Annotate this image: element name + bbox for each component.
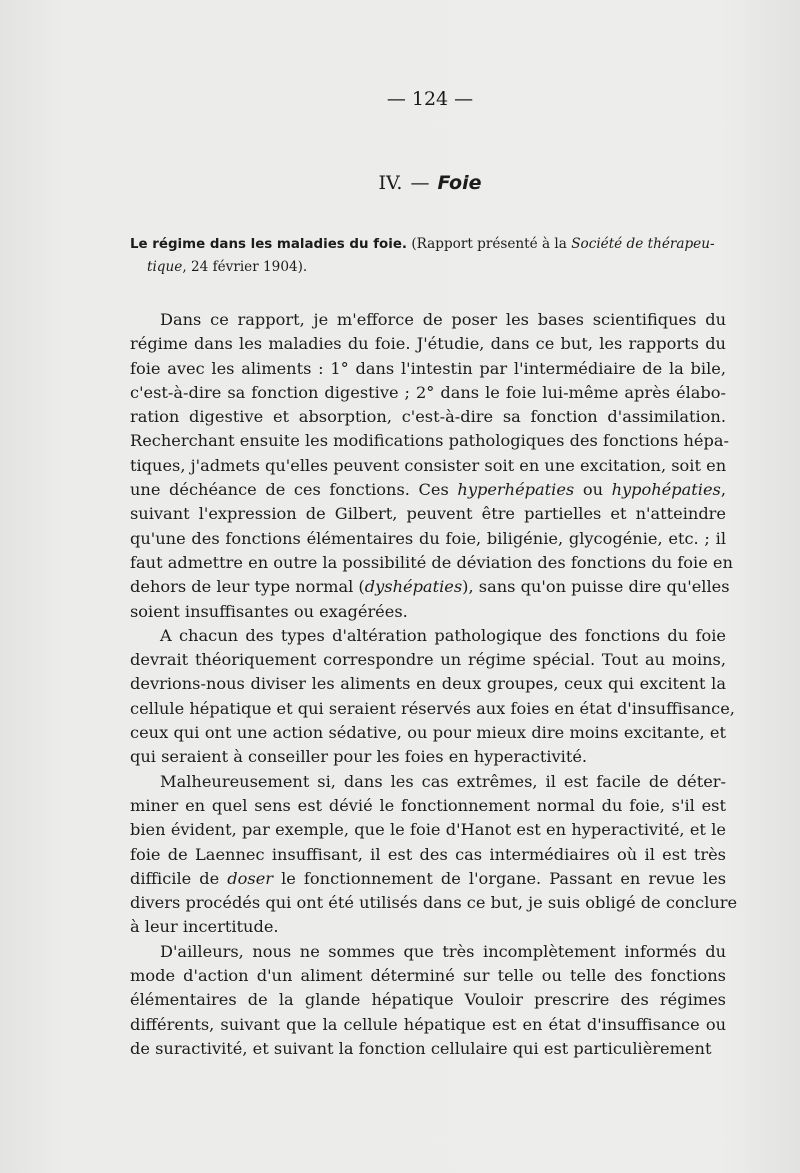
italic-term: doser: [227, 868, 274, 888]
chapter-roman: IV.: [378, 172, 403, 194]
heading-journal-1: Société de thérapeu-: [571, 236, 715, 252]
text-line: à leur incertitude.: [130, 917, 279, 937]
heading-title: Le régime dans les maladies du foie.: [130, 237, 407, 252]
text-line: différents, suivant que la cellule hépatique est en état d'insuffisance ou: [130, 1014, 726, 1034]
body-text: [130, 308, 738, 1061]
text-line: soient insuffisantes ou exagérées.: [130, 601, 408, 621]
text-line: divers procédés qui ont été utilisés dans ce but, je suis obligé de conclure: [130, 893, 738, 913]
text-line: difficile de doser le fonctionnement de l'organe. Passant en revue les: [130, 868, 727, 888]
italic-term: dyshépaties: [364, 577, 463, 597]
heading-rest: (Rapport présenté à la: [407, 236, 572, 252]
text-line: régime dans les maladies du foie. J'étudie, dans ce but, les rapports du: [130, 334, 726, 354]
text-line: devrait théoriquement correspondre un régime spécial. Tout au moins,: [130, 650, 726, 670]
text-line: ceux qui ont une action sédative, ou pour mieux dire moins excitante, et: [130, 723, 726, 743]
chapter-title: [0, 172, 800, 194]
text-line: de suractivité, et suivant la fonction cellulaire qui est particulièrement: [130, 1038, 712, 1058]
text-line: Malheureusement si, dans les cas extrêmes, il est facile de déter-: [160, 771, 726, 791]
chapter-name: Foie: [437, 172, 482, 194]
text-line: suivant l'expression de Gilbert, peuvent être partielles et n'atteindre: [130, 504, 726, 524]
text-line: une déchéance de ces fonctions. Ces hyperhépaties ou hypohépaties,: [130, 480, 726, 500]
text-line: miner en quel sens est dévié le fonctionnement normal du foie, s'il est: [130, 795, 726, 815]
text-line: A chacun des types d'altération pathologique des fonctions du foie: [160, 625, 726, 645]
text-line: ration digestive et absorption, c'est-à-dire sa fonction d'assimilation.: [130, 407, 726, 427]
text-line: Recherchant ensuite les modifications pathologiques des fonctions hépa-: [130, 431, 729, 451]
text-line: foie de Laennec insuffisant, il est des cas intermédiaires où il est très: [130, 844, 726, 864]
page-number: — 124 —: [386, 88, 474, 110]
chapter-dash: —: [410, 172, 430, 194]
heading-line-2: [130, 256, 726, 278]
paragraph: [130, 940, 726, 1061]
text-line: qu'une des fonctions élémentaires du foie, biligénie, glycogénie, etc. ; il: [130, 528, 726, 548]
italic-term: hypohépaties: [611, 480, 721, 500]
text-line: tiques, j'admets qu'elles peuvent consister soit en une excitation, soit en: [130, 455, 727, 475]
text-line: devrions-nous diviser les aliments en deux groupes, ceux qui excitent la: [130, 674, 726, 694]
heading-journal-2: tique: [147, 259, 183, 275]
text-line: c'est-à-dire sa fonction digestive ; 2° dans le foie lui-même après élabo-: [130, 382, 726, 402]
paragraph: [130, 624, 735, 770]
text-line: Dans ce rapport, je m'efforce de poser les bases scientifiques du: [160, 310, 726, 329]
text-line: mode d'action d'un aliment déterminé sur telle ou telle des fonctions: [130, 966, 726, 986]
text-line: bien évident, par exemple, que le foie d'Hanot est en hyperactivité, et le: [130, 820, 726, 840]
heading-line-1: [130, 233, 726, 256]
section-heading: [130, 233, 726, 278]
text-line: cellule hépatique et qui seraient réservés aux foies en état d'insuffisance,: [130, 698, 735, 718]
text-line: faut admettre en outre la possibilité de déviation des fonctions du foie en: [130, 552, 733, 572]
text-line: D'ailleurs, nous ne sommes que très incomplètement informés du: [160, 941, 726, 961]
text-line: qui seraient à conseiller pour les foies en hyperactivité.: [130, 747, 588, 767]
italic-term: hyperhépaties: [457, 480, 575, 500]
paragraph: [130, 770, 738, 940]
text-line: élémentaires de la glande hépatique Vouloir prescrire des régimes: [130, 990, 726, 1010]
heading-date: , 24 février 1904).: [182, 259, 308, 275]
text-line: foie avec les aliments : 1° dans l'intestin par l'intermédiaire de la bile,: [130, 358, 726, 378]
text-line: dehors de leur type normal (dyshépaties), sans qu'on puisse dire qu'elles: [130, 577, 730, 597]
paragraph: [130, 308, 733, 624]
